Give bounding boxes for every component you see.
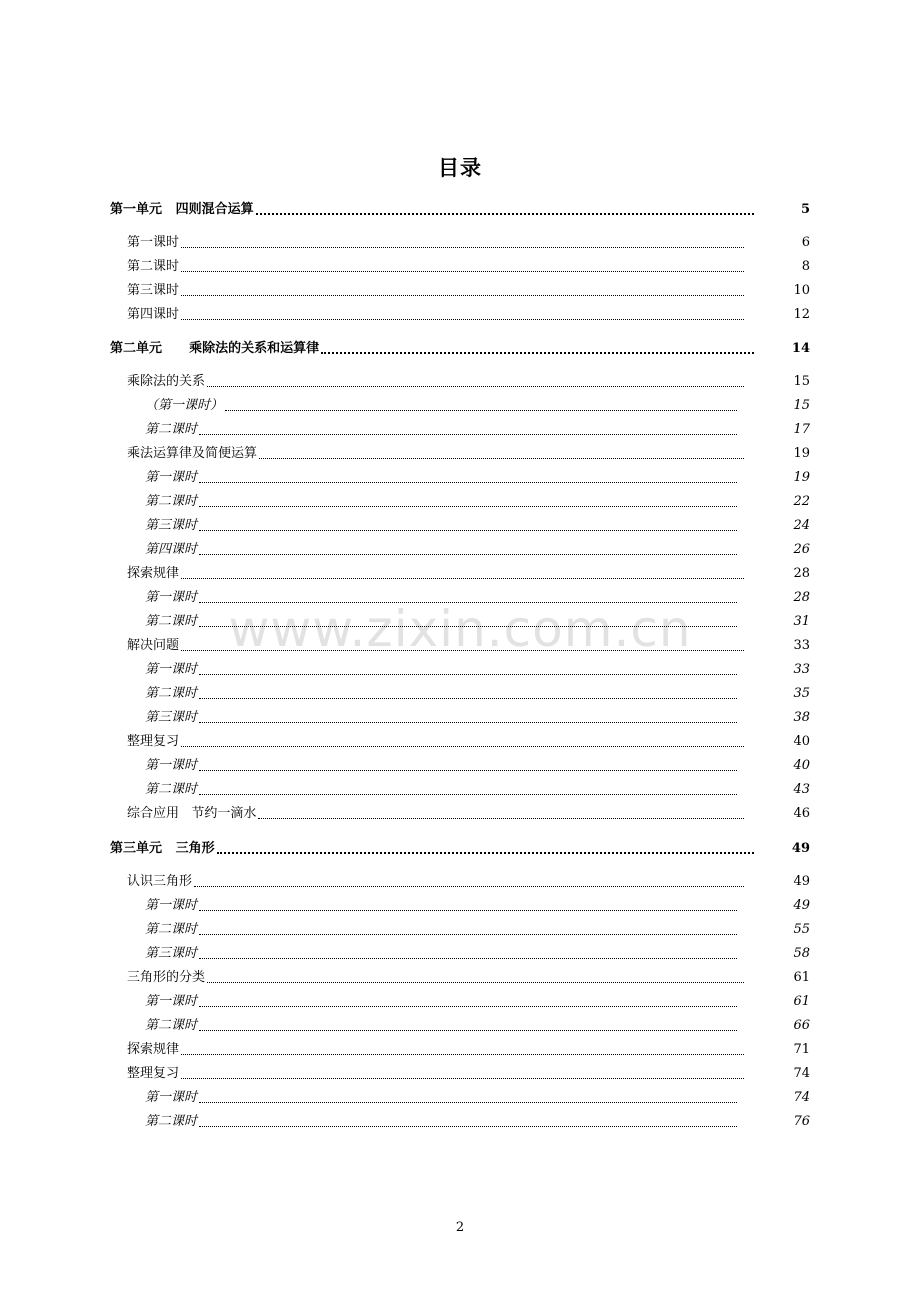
toc-entry-page: 19 <box>793 446 810 461</box>
toc-entry[interactable] <box>127 634 810 654</box>
toc-entry[interactable] <box>110 198 810 218</box>
dot-leader <box>181 295 744 296</box>
dot-leader <box>256 213 754 215</box>
toc-entry-title: 乘法运算律及简便运算 <box>127 446 258 461</box>
toc-entry[interactable] <box>145 538 810 558</box>
dot-leader <box>217 852 754 854</box>
dot-leader <box>259 458 744 459</box>
toc-entry-title: 第三课时 <box>145 518 198 533</box>
toc-entry[interactable] <box>127 442 810 462</box>
toc-entry-page: 43 <box>793 782 810 797</box>
toc-entry[interactable] <box>145 990 810 1010</box>
dot-leader <box>207 982 744 983</box>
toc-entry-page: 19 <box>793 470 810 485</box>
toc-entry-page: 49 <box>791 841 810 856</box>
dot-leader <box>181 271 744 272</box>
toc-entry-title: 第二课时 <box>145 686 198 701</box>
dot-leader <box>225 410 737 411</box>
toc-entry[interactable] <box>127 870 810 890</box>
toc-entry-page: 33 <box>793 638 810 653</box>
toc-entry[interactable] <box>145 706 810 726</box>
toc-entry[interactable] <box>145 918 810 938</box>
toc-entry-title: 探索规律 <box>127 1042 180 1057</box>
dot-leader <box>199 434 737 435</box>
toc-entry-title: 第一课时 <box>145 1090 198 1105</box>
toc-entry[interactable] <box>145 610 810 630</box>
toc-entry-title: 第四课时 <box>145 542 198 557</box>
watermark: www.zixin.com.cn <box>228 600 692 658</box>
toc-entry-page: 5 <box>800 202 810 217</box>
toc-entry-title: 第三单元 三角形 <box>110 841 215 856</box>
toc-entry-page: 55 <box>793 922 810 937</box>
toc-entry[interactable] <box>127 231 810 251</box>
toc-entry-page: 49 <box>793 898 810 913</box>
dot-leader <box>199 554 737 555</box>
toc-entry[interactable] <box>145 942 810 962</box>
toc-entry-page: 15 <box>793 398 810 413</box>
dot-leader <box>321 352 754 354</box>
dot-leader <box>199 506 737 507</box>
toc-entry-title: 三角形的分类 <box>127 970 206 985</box>
toc-entry-title: 第二课时 <box>145 422 198 437</box>
toc-entry[interactable] <box>127 562 810 582</box>
dot-leader <box>199 674 737 675</box>
dot-leader <box>199 1030 737 1031</box>
dot-leader <box>181 650 744 651</box>
toc-entry-page: 14 <box>791 341 810 356</box>
toc-entry[interactable] <box>145 894 810 914</box>
dot-leader <box>199 1102 737 1103</box>
toc-entry-page: 28 <box>793 590 810 605</box>
toc-entry[interactable] <box>145 514 810 534</box>
page-title: 目录 <box>438 156 482 180</box>
toc-entry[interactable] <box>145 658 810 678</box>
toc-entry-page: 76 <box>793 1114 810 1129</box>
toc-entry-page: 26 <box>793 542 810 557</box>
toc-entry-title: 整理复习 <box>127 734 180 749</box>
toc-entry-title: 第一课时 <box>145 994 198 1009</box>
toc-entry[interactable] <box>145 466 810 486</box>
dot-leader <box>181 746 744 747</box>
toc-entry[interactable] <box>110 337 810 357</box>
toc-entry[interactable] <box>127 730 810 750</box>
dot-leader <box>199 770 737 771</box>
toc-entry-title: 第一课时 <box>145 662 198 677</box>
toc-entry-title: 第三课时 <box>127 283 180 298</box>
dot-leader <box>207 386 744 387</box>
toc-entry-page: 40 <box>793 734 810 749</box>
toc-entry-title: 第一课时 <box>145 590 198 605</box>
toc-entry[interactable] <box>127 1038 810 1058</box>
toc-entry-title: 第二课时 <box>145 614 198 629</box>
dot-leader <box>181 319 744 320</box>
toc-entry-title: 第二课时 <box>145 1114 198 1129</box>
toc-entry-title: 整理复习 <box>127 1066 180 1081</box>
toc-entry[interactable] <box>127 255 810 275</box>
toc-entry-page: 10 <box>793 283 810 298</box>
toc-entry[interactable] <box>145 1086 810 1106</box>
toc-entry-title: 第二课时 <box>145 782 198 797</box>
dot-leader <box>199 1006 737 1007</box>
toc-entry-title: 探索规律 <box>127 566 180 581</box>
toc-entry-title: 第二课时 <box>127 259 180 274</box>
toc-entry-page: 12 <box>793 307 810 322</box>
toc-entry[interactable] <box>127 279 810 299</box>
toc-entry[interactable] <box>127 303 810 323</box>
toc-entry-page: 8 <box>801 259 810 274</box>
dot-leader <box>199 958 737 959</box>
toc-entry[interactable] <box>110 837 810 857</box>
dot-leader <box>199 602 737 603</box>
toc-entry[interactable] <box>145 490 810 510</box>
toc-entry-page: 22 <box>793 494 810 509</box>
toc-entry-title: 第一课时 <box>127 235 180 250</box>
toc-entry-title: 第二课时 <box>145 494 198 509</box>
dot-leader <box>199 482 737 483</box>
toc-entry-page: 40 <box>793 758 810 773</box>
toc-entry-page: 58 <box>793 946 810 961</box>
toc-entry[interactable] <box>145 394 810 414</box>
toc-entry[interactable] <box>127 370 810 390</box>
dot-leader <box>181 247 744 248</box>
page-number: 2 <box>455 1220 465 1235</box>
toc-entry-page: 46 <box>793 806 810 821</box>
toc-entry-title: 第三课时 <box>145 946 198 961</box>
dot-leader <box>194 886 744 887</box>
toc-entry-title: （第一课时） <box>145 398 224 413</box>
toc-entry-page: 6 <box>801 235 810 250</box>
toc-entry-title: 第一课时 <box>145 898 198 913</box>
toc-entry-title: 第四课时 <box>127 307 180 322</box>
toc-entry-page: 71 <box>793 1042 810 1057</box>
toc-entry-page: 49 <box>793 874 810 889</box>
dot-leader <box>199 1126 737 1127</box>
toc-entry[interactable] <box>127 1062 810 1082</box>
toc-entry-title: 第二单元 乘除法的关系和运算律 <box>110 341 320 356</box>
dot-leader <box>199 626 737 627</box>
toc-entry-title: 综合应用 节约一滴水 <box>127 806 257 821</box>
toc-entry-title: 乘除法的关系 <box>127 374 206 389</box>
dot-leader <box>181 1078 744 1079</box>
toc-entry-page: 66 <box>793 1018 810 1033</box>
toc-entry-page: 31 <box>793 614 810 629</box>
toc-entry[interactable] <box>145 418 810 438</box>
toc-entry-title: 第一课时 <box>145 758 198 773</box>
toc-entry[interactable] <box>127 966 810 986</box>
toc-entry[interactable] <box>145 1014 810 1034</box>
toc-entry-title: 第一课时 <box>145 470 198 485</box>
toc-entry-page: 74 <box>793 1090 810 1105</box>
toc-entry-page: 38 <box>793 710 810 725</box>
toc-entry[interactable] <box>145 586 810 606</box>
dot-leader <box>199 698 737 699</box>
toc-entry-page: 35 <box>793 686 810 701</box>
toc-entry-page: 74 <box>793 1066 810 1081</box>
dot-leader <box>199 910 737 911</box>
toc-entry-page: 15 <box>793 374 810 389</box>
dot-leader <box>199 934 737 935</box>
toc-entry-title: 解决问题 <box>127 638 180 653</box>
toc-entry-page: 61 <box>793 970 810 985</box>
dot-leader <box>181 578 744 579</box>
toc-entry[interactable] <box>127 802 810 822</box>
toc-entry[interactable] <box>145 682 810 702</box>
toc-entry[interactable] <box>145 778 810 798</box>
toc-entry-page: 24 <box>793 518 810 533</box>
dot-leader <box>258 818 744 819</box>
toc-entry-page: 61 <box>793 994 810 1009</box>
toc-entry[interactable] <box>145 754 810 774</box>
toc-entry-title: 第一单元 四则混合运算 <box>110 202 254 217</box>
toc-entry-title: 第二课时 <box>145 1018 198 1033</box>
toc-entry[interactable] <box>145 1110 810 1130</box>
dot-leader <box>199 794 737 795</box>
toc-entry-page: 28 <box>793 566 810 581</box>
toc-entry-title: 第三课时 <box>145 710 198 725</box>
toc-entry-page: 33 <box>793 662 810 677</box>
dot-leader <box>181 1054 744 1055</box>
dot-leader <box>199 530 737 531</box>
dot-leader <box>199 722 737 723</box>
toc-entry-title: 认识三角形 <box>127 874 193 889</box>
toc-entry-title: 第二课时 <box>145 922 198 937</box>
toc-entry-page: 17 <box>793 422 810 437</box>
